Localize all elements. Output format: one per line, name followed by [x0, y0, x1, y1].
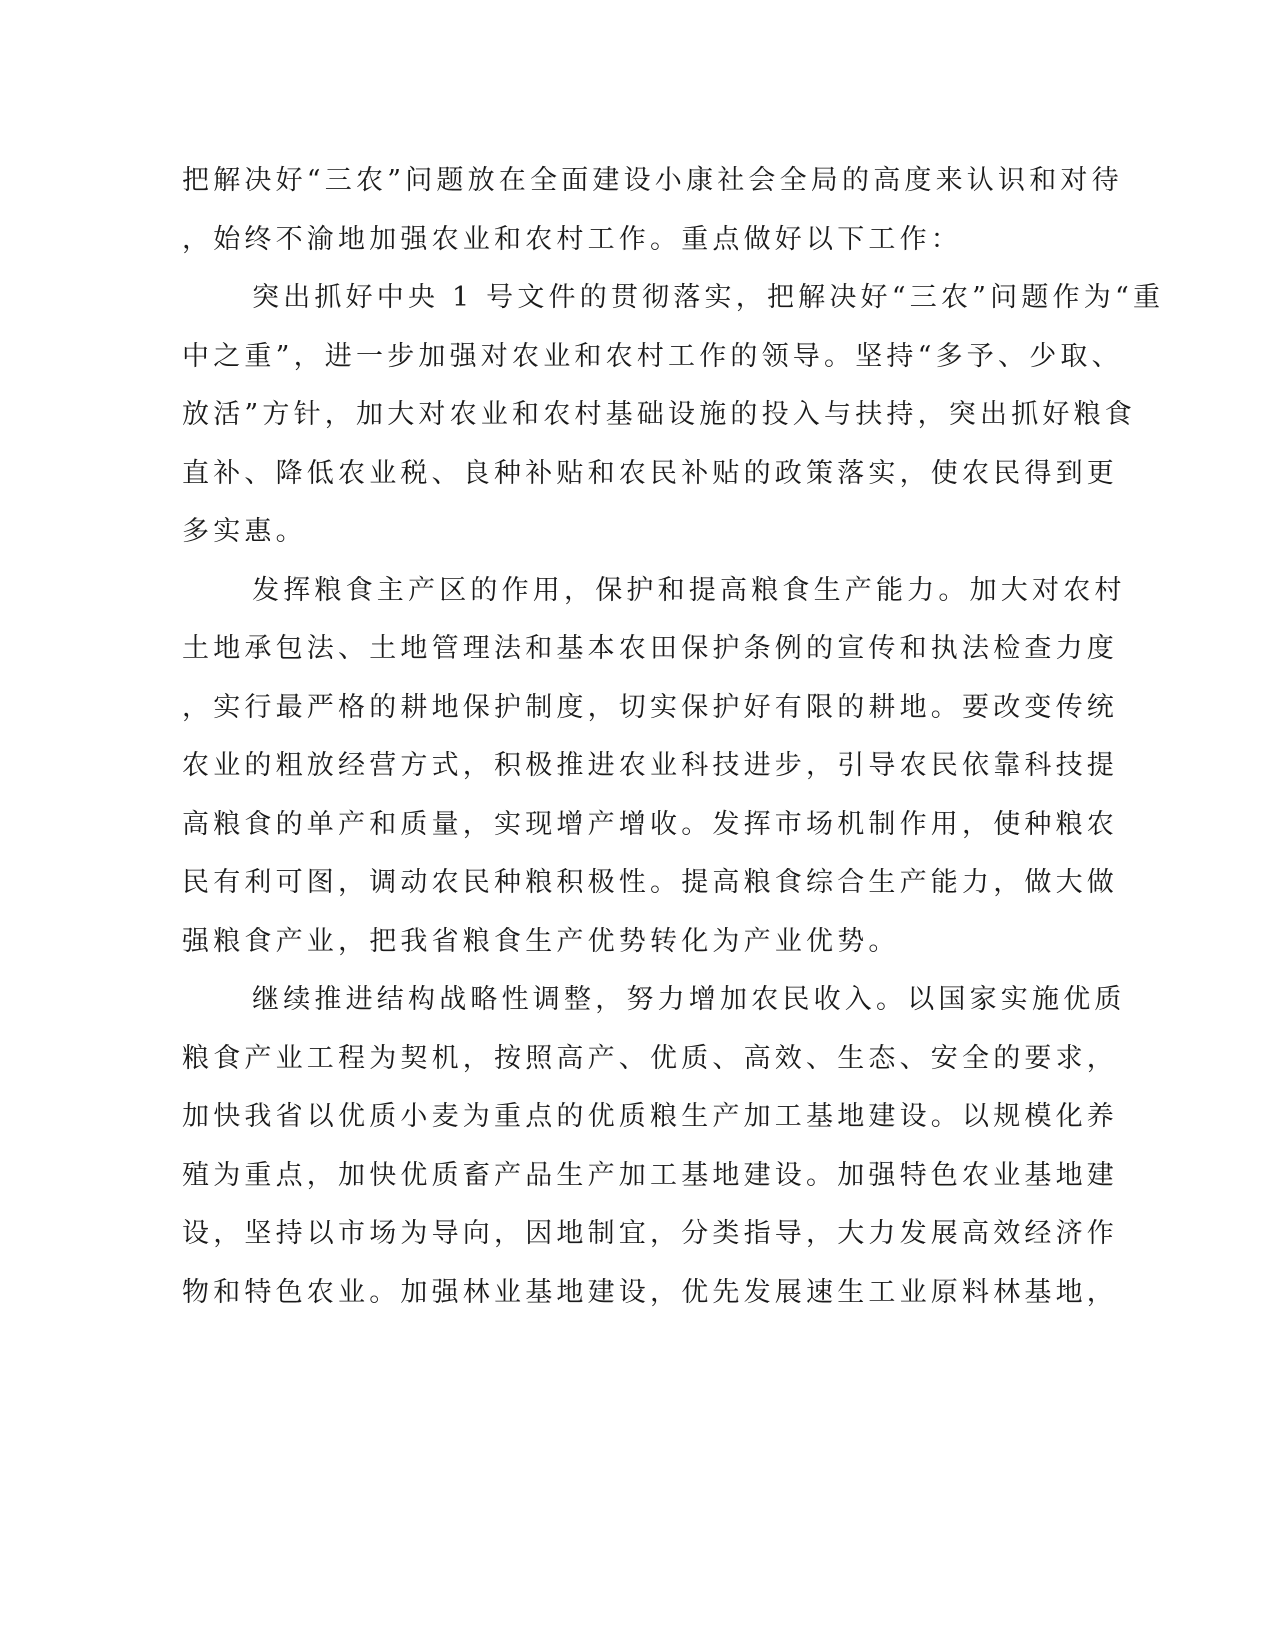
document-body — [182, 152, 1165, 1322]
text-line: 直补、降低农业税、良种补贴和农民补贴的政策落实，使农民得到更 — [182, 457, 1118, 489]
text-line: 高粮食的单产和质量，实现增产增收。发挥市场机制作用，使种粮农 — [182, 808, 1118, 840]
text-line: 殖为重点，加快优质畜产品生产加工基地建设。加强特色农业基地建 — [182, 1159, 1118, 1191]
paragraph-first-line: 发挥粮食主产区的作用，保护和提高粮食生产能力。加大对农村 — [252, 574, 1126, 606]
text-line: 加快我省以优质小麦为重点的优质粮生产加工基地建设。以规模化养 — [182, 1101, 1118, 1132]
text-line: 强粮食产业，把我省粮食生产优势转化为产业优势。 — [182, 925, 900, 957]
paragraph-first-line: 突出抓好中央 1 号文件的贯彻落实，把解决好“三农”问题作为“重 — [252, 282, 1165, 313]
paragraph-first-line: 继续推进结构战略性调整，努力增加农民收入。以国家实施优质 — [252, 984, 1126, 1015]
text-line: 物和特色农业。加强林业基地建设，优先发展速生工业原料林基地， — [182, 1276, 1118, 1308]
text-line: 多实惠。 — [182, 516, 307, 547]
text-line: 粮食产业工程为契机，按照高产、优质、高效、生态、安全的要求， — [182, 1042, 1118, 1074]
text-line: 设，坚持以市场为导向，因地制宜，分类指导，大力发展高效经济作 — [182, 1218, 1118, 1249]
text-line: 中之重”，进一步加强对农业和农村工作的领导。坚持“多予、少取、 — [182, 340, 1123, 372]
text-line: 民有利可图，调动农民种粮积极性。提高粮食综合生产能力，做大做 — [182, 867, 1118, 898]
text-line: 土地承包法、土地管理法和基本农田保护条例的宣传和执法检查力度 — [182, 633, 1118, 664]
text-line: ，实行最严格的耕地保护制度，切实保护好有限的耕地。要改变传统 — [182, 691, 1118, 723]
text-line: 农业的粗放经营方式，积极推进农业科技进步，引导农民依靠科技提 — [182, 750, 1118, 781]
text-line: ，始终不渝地加强农业和农村工作。重点做好以下工作： — [182, 223, 962, 255]
text-line: 放活”方针，加大对农业和农村基础设施的投入与扶持，突出抓好粮食 — [182, 399, 1137, 430]
text-line: 把解决好“三农”问题放在全面建设小康社会全局的高度来认识和对待 — [182, 165, 1123, 196]
